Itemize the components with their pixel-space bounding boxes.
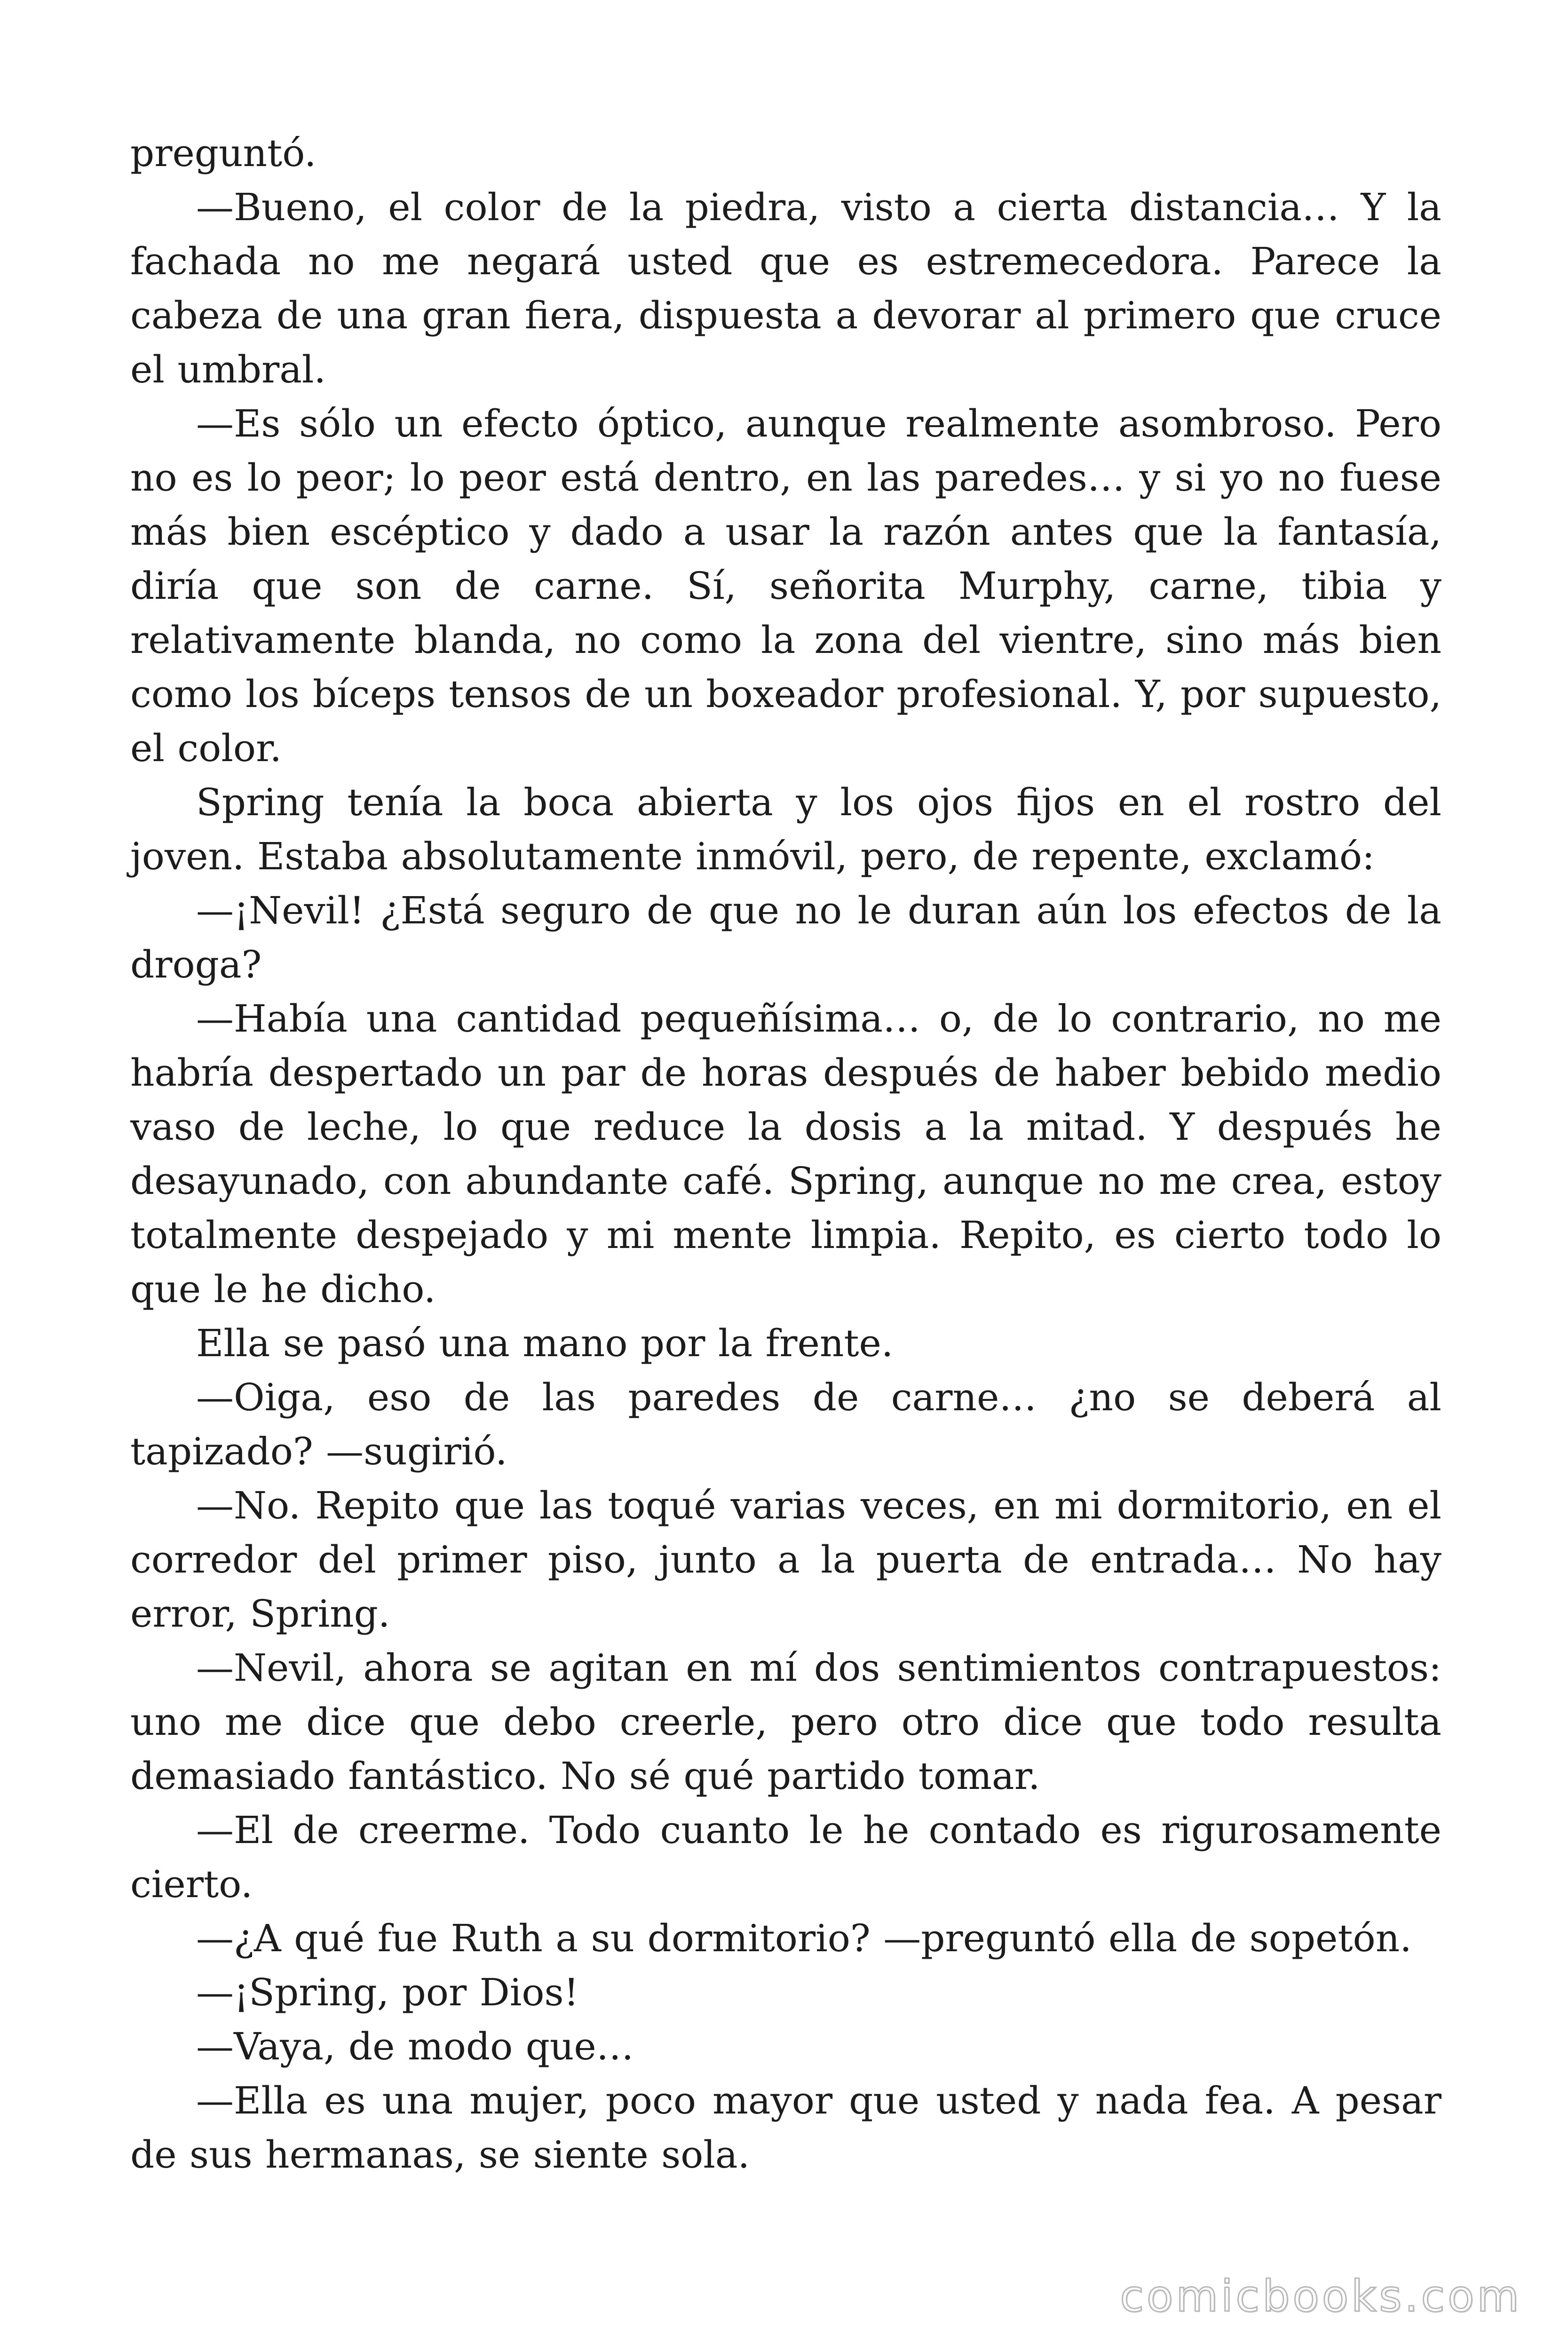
paragraph: —Oiga, eso de las paredes de carne… ¿no se deberá al tapizado? —sugirió. xyxy=(130,1375,1441,1473)
paragraph: —Ella es una mujer, poco mayor que usted y nada fea. A pesar de sus hermanas, se siente sola. xyxy=(130,2079,1441,2177)
paragraph: —No. Repito que las toqué varias veces, en mi dormitorio, en el corredor del primer piso, junto a la puerta de entrada… No hay error, Spring. xyxy=(130,1484,1441,1636)
body-text xyxy=(130,126,1441,2182)
paragraph: —Nevil, ahora se agitan en mí dos sentimientos contrapuestos: uno me dice que debo creerle, pero otro dice que todo resulta demasiado fantástico. No sé qué partido tomar. xyxy=(130,1646,1441,1798)
paragraph: —¡Spring, por Dios! xyxy=(196,1971,579,2014)
paragraph: preguntó. xyxy=(130,131,317,175)
paragraph: —¡Nevil! ¿Está seguro de que no le duran aún los efectos de la droga? xyxy=(130,889,1441,986)
paragraph: —¿A qué fue Ruth a su dormitorio? —preguntó ella de sopetón. xyxy=(196,1916,1412,1960)
paragraph: —Bueno, el color de la piedra, visto a cierta distancia… Y la fachada no me negará usted que es estremecedora. Parece la cabeza de una gran fiera, dispuesta a devorar al primero que cruce el umbral. xyxy=(130,185,1441,391)
paragraph: —El de creerme. Todo cuanto le he contado es rigurosamente cierto. xyxy=(130,1808,1441,1906)
paragraph: Spring tenía la boca abierta y los ojos fijos en el rostro del joven. Estaba absolutamente inmóvil, pero, de repente, exclamó: xyxy=(130,780,1441,878)
paragraph: Ella se pasó una mano por la frente. xyxy=(196,1321,894,1365)
paragraph: —Había una cantidad pequeñísima… o, de lo contrario, no me habría despertado un par de horas después de haber bebido medio vaso de leche, lo que reduce la dosis a la mitad. Y después he desayunado, con abundante café. Spring, aunque no me crea, estoy totalmente despejado y mi mente limpia. Repito, es cierto todo lo que le he dicho. xyxy=(130,997,1441,1311)
paragraph: —Es sólo un efecto óptico, aunque realmente asombroso. Pero no es lo peor; lo peor está dentro, en las paredes… y si yo no fuese más bien escéptico y dado a usar la razón antes que la fantasía, diría que son de carne. Sí, señorita Murphy, carne, tibia y relativamente blanda, no como la zona del vientre, sino más bien como los bíceps tensos de un boxeador profesional. Y, por supuesto, el color. xyxy=(130,402,1441,770)
paragraph: —Vaya, de modo que… xyxy=(196,2025,634,2068)
watermark: comicbooks.com xyxy=(1120,2271,1522,2321)
